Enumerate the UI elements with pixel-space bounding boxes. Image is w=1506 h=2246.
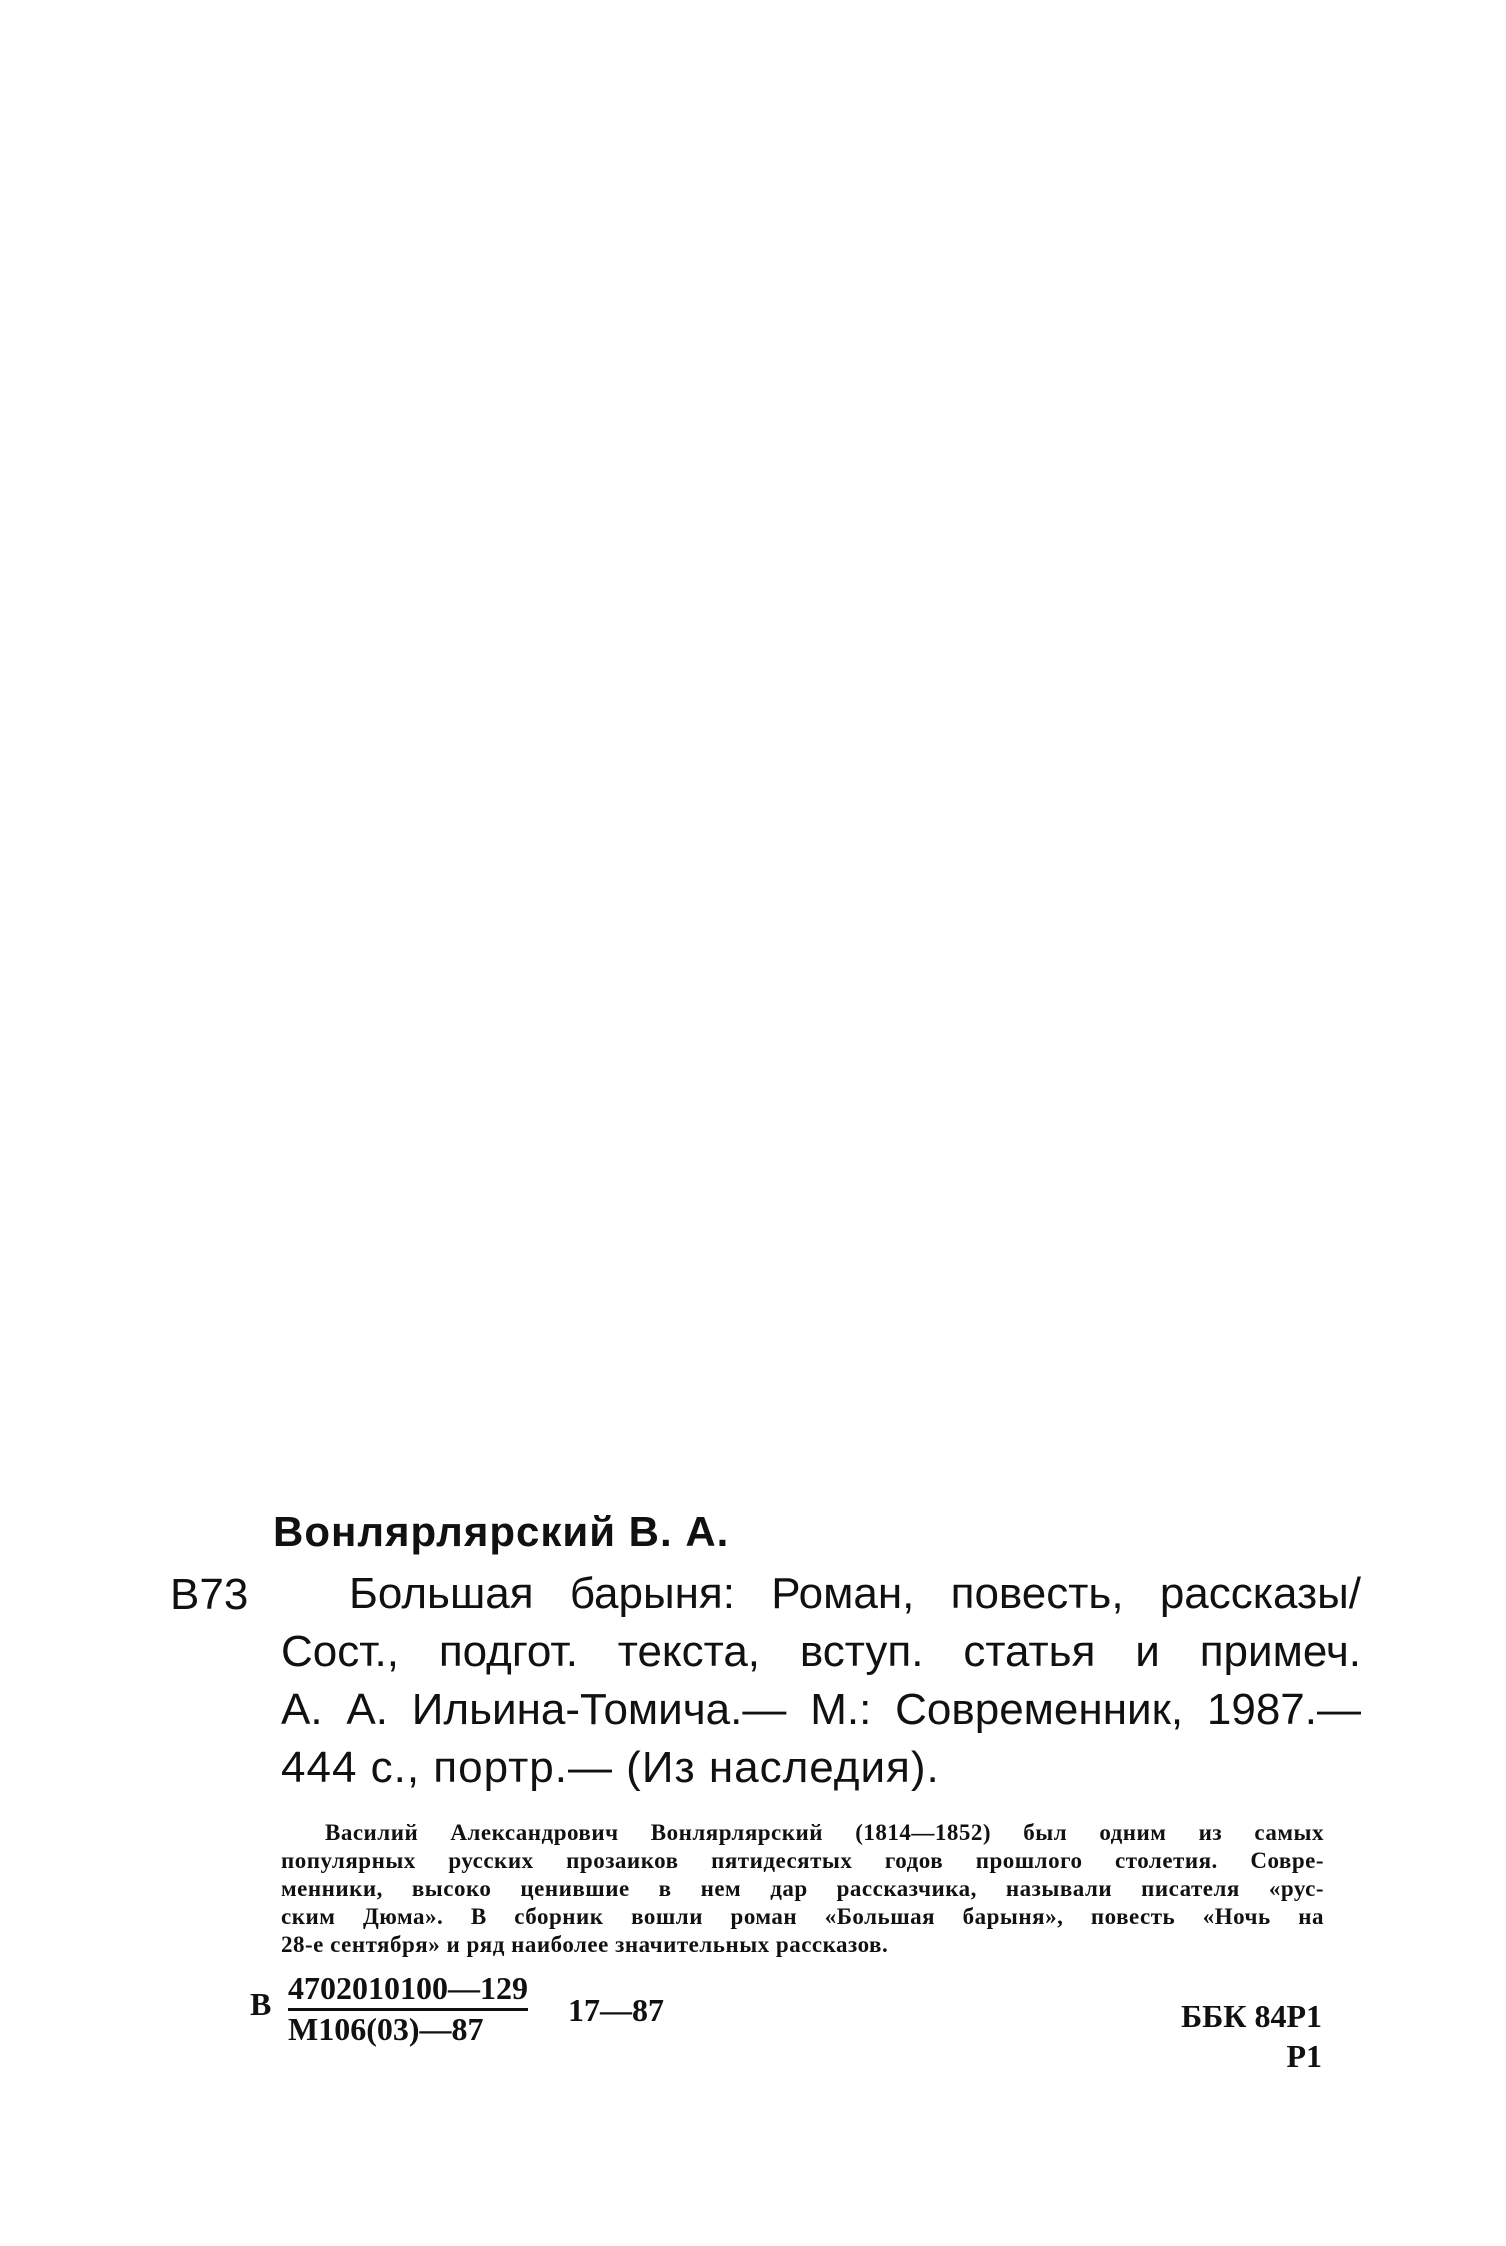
annotation-line: ским Дюма». В сборник вошли роман «Большая барыня», повесть «Ночь на: [281, 1904, 1324, 1929]
index-fraction: [288, 1970, 528, 2047]
index-letter: В: [250, 1986, 272, 2022]
index-suffix: 17—87: [568, 1992, 664, 2028]
entry-line: А. А. Ильина-Томича.— М.: Современник, 1987.—: [281, 1685, 1361, 1734]
annotation-paragraph: [281, 1819, 1324, 1959]
annotation-line: популярных русских прозаиков пятидесятых годов прошлого столетия. Совре-: [281, 1848, 1324, 1873]
annotation-line: Василий Александрович Вонлярлярский (1814—1852) был одним из самых: [325, 1820, 1324, 1845]
entry-line: Сост., подгот. текста, вступ. статья и примеч.: [281, 1627, 1361, 1676]
author-heading: Вонлярлярский В. А.: [273, 1508, 730, 1555]
annotation-line: менники, высоко ценившие в нем дар рассказчика, называли писателя «рус-: [281, 1876, 1324, 1901]
bibliographic-entry: [281, 1565, 1361, 1797]
entry-line: Большая барыня: Роман, повесть, рассказы/: [349, 1569, 1361, 1618]
bbk-line-2: Р1: [1286, 2038, 1322, 2074]
index-denominator: М106(03)—87: [288, 2011, 484, 2047]
classification-code: В73: [170, 1570, 249, 1619]
entry-line: 444 с., портр.— (Из наследия).: [281, 1743, 940, 1792]
bbk-line-1: ББК 84Р1: [1180, 1998, 1322, 2034]
annotation-line: 28-е сентября» и ряд наиболее значительных рассказов.: [281, 1932, 889, 1957]
index-numerator: 4702010100—129: [288, 1970, 528, 2011]
bbk-classification: [1162, 1996, 1322, 2076]
